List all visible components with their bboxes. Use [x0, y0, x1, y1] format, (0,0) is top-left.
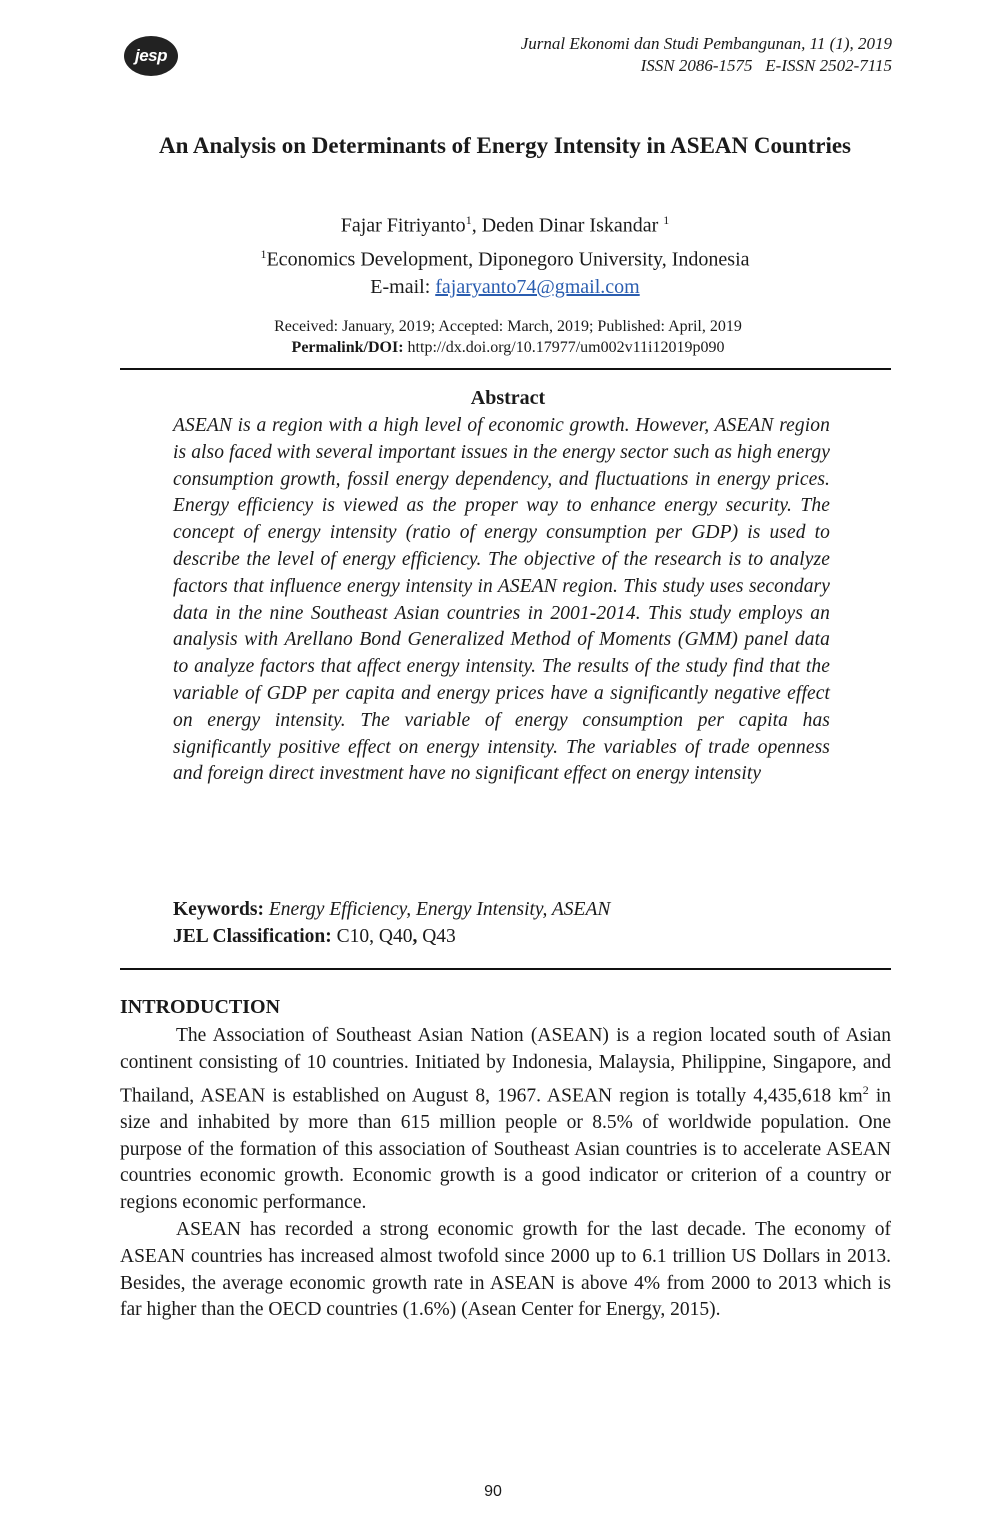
author-superscript: 1 [663, 213, 670, 227]
bottom-divider [120, 968, 891, 970]
author-name: Deden Dinar Iskandar [481, 214, 664, 237]
paper-title: An Analysis on Determinants of Energy Intensity in ASEAN Countries [159, 133, 851, 158]
author-separator: , [471, 214, 482, 237]
jel-separator: , [412, 926, 423, 947]
doi-line [120, 337, 896, 358]
abstract-heading: Abstract [470, 387, 546, 409]
author-name: Fajar Fitriyanto [340, 214, 466, 237]
publication-dates: Received: January, 2019; Accepted: March, 2019; Published: April, 2019 [274, 318, 742, 335]
author-line [120, 206, 890, 240]
jel-value: Q43 [422, 926, 456, 947]
paragraph-text: in size and inhabited by more than 615 million people or 8.5% of worldwide population. One purpose of the formation of this association of Southeast Asian countries is to accelerate ASEAN countries economic growth. Economic growth is a good indicator or criterion of a country or regions economic performance. [120, 1085, 891, 1214]
journal-logo-text: jesp [134, 46, 168, 65]
introduction-body [120, 1023, 891, 1324]
email-link[interactable]: fajaryanto74@gmail.com [435, 276, 640, 299]
email-line [120, 273, 890, 301]
unit-km: km [838, 1085, 863, 1107]
author-superscript: 1 [465, 213, 472, 227]
journal-citation: Jurnal Ekonomi dan Studi Pembangunan, 11 (1), 2019 [520, 34, 892, 53]
top-divider [120, 368, 891, 370]
affiliation-superscript: 1 [260, 246, 267, 261]
page-number: 90 [484, 1483, 502, 1500]
affiliation-line [120, 240, 890, 274]
paragraph-text: The Association of Southeast Asian Nation (ASEAN) is a region located south of Asian continent consisting of 10 countries. Initiated by Indonesia, Malaysia, Philippine, Singapore, and Thailand, ASEAN is established on August 8, 1967. ASEAN region is totally 4,435,618 [120, 1025, 891, 1107]
introduction-paragraph [120, 1023, 891, 1217]
keywords-label: Keywords: [173, 899, 264, 920]
affiliation-text: Economics Development, Diponegoro University, Indonesia [266, 248, 750, 271]
publication-dates-block [120, 316, 896, 358]
abstract-text: ASEAN is a region with a high level of economic growth. However, ASEAN region is also faced with several important issues in the energy sector such as high energy consumption growth, fossil energy dependency, and fluctuations in energy prices. Energy efficiency is viewed as the proper way to enhance energy security. The concept of energy intensity (ratio of energy consumption per GDP) is used to describe the level of energy efficiency. The objective of the research is to analyze factors that influence energy intensity in ASEAN region. This study uses secondary data in the nine Southeast Asian countries in 2001-2014. This study employs an analysis with Arellano Bond Generalized Method of Moments (GMM) panel data to analyze factors that affect energy intensity. The results of the study find that the variable of GDP per capita and energy prices have a significantly negative effect on energy intensity. The variable of energy consumption per capita has significantly positive effect on energy intensity. The variables of trade openness and foreign direct investment have no significant effect on energy intensity [173, 415, 830, 785]
keywords-value: Energy Efficiency, Energy Intensity, ASEAN [264, 899, 611, 920]
author-block [120, 206, 890, 301]
jel-value: C10, Q40 [331, 926, 413, 947]
unit-superscript: 2 [862, 1082, 869, 1097]
jel-label: JEL Classification: [173, 926, 332, 947]
doi-link[interactable]: http://dx.doi.org/10.17977/um002v11i12019p090 [403, 339, 725, 356]
journal-issn: ISSN 2086-1575 E-ISSN 2502-7115 [640, 56, 892, 75]
email-label: E-mail: [370, 276, 436, 299]
journal-logo [124, 36, 178, 76]
keywords-line [173, 896, 873, 923]
introduction-heading: INTRODUCTION [120, 996, 281, 1018]
doi-label: Permalink/DOI: [291, 339, 404, 356]
introduction-paragraph: ASEAN has recorded a strong economic growth for the last decade. The economy of ASEAN countries has increased almost twofold since 2000 up to 6.1 trillion US Dollars in 2013. Besides, the average economic growth rate in ASEAN is above 4% from 2000 to 2013 which is far higher than the OECD countries (1.6%) (Asean Center for Energy, 2015). [120, 1219, 891, 1321]
jel-line [173, 923, 873, 950]
journal-header [372, 33, 892, 77]
